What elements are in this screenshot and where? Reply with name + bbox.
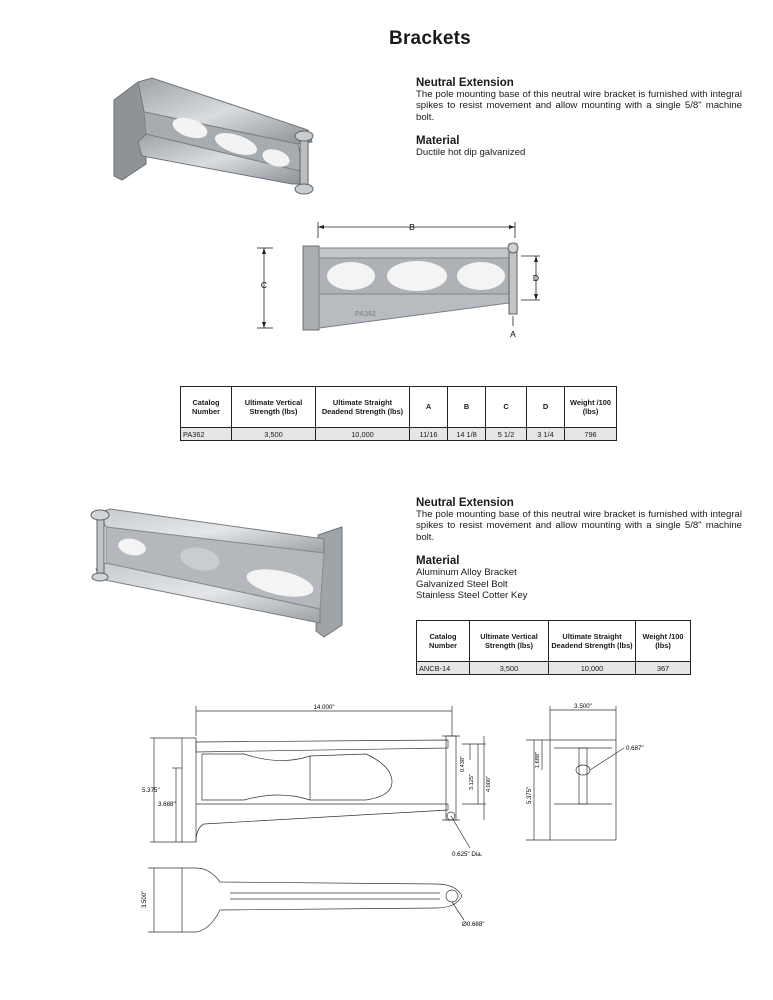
technical-drawing-plan-view (140, 860, 500, 940)
table2-header-weight: Weight /100 (lbs) (636, 621, 691, 662)
table1-header-b: B (448, 387, 486, 428)
section2-material-0: Aluminum Alloy Bracket (416, 567, 517, 579)
table1-header-a: A (410, 387, 448, 428)
dim-end-height: 5.375" (527, 786, 533, 804)
table2-header-deadend: Ultimate Straight Deadend Strength (lbs) (549, 621, 636, 662)
table2-cell: 3,500 (470, 662, 549, 675)
table1-header-vertical: Ultimate Vertical Strength (lbs) (232, 387, 316, 428)
section1-heading: Neutral Extension (416, 77, 514, 89)
table1-cell: 11/16 (410, 428, 448, 441)
table2-cell: 367 (636, 662, 691, 675)
table1-cell: 5 1/2 (486, 428, 527, 441)
section2-material-1: Galvanized Steel Bolt (416, 578, 508, 590)
dim-plan-width: 3.500" (142, 890, 148, 908)
table1-header-catalog: Catalog Number (181, 387, 232, 428)
table1-cell: 14 1/8 (448, 428, 486, 441)
table-row (181, 428, 617, 441)
section1-description: The pole mounting base of this neutral wire bracket is furnished with integral spikes to resist movement and allow mounting with a single 5/8" machine bolt. (416, 89, 742, 123)
bracket-photo-1 (108, 72, 330, 202)
section1-material-0: Ductile hot dip galvanized (416, 147, 526, 159)
section2-description: The pole mounting base of this neutral wire bracket is furnished with integral spikes to resist movement and allow mounting with a single 5/8" machine bolt. (416, 509, 742, 543)
dim-label-c: C (260, 280, 268, 290)
technical-drawing-end-view (520, 700, 680, 850)
table1-header-c: C (486, 387, 527, 428)
dim-label-d: D (532, 273, 540, 283)
section1-material-heading: Material (416, 135, 460, 148)
dim-end-hole: 0.687" (626, 745, 644, 752)
section2-heading: Neutral Extension (416, 497, 514, 509)
table2-cell: ANCB-14 (417, 662, 470, 675)
table1-cell: 3 1/4 (527, 428, 565, 441)
bracket-dimension-drawing-1 (255, 218, 555, 343)
dim-width-top: 3.500" (574, 703, 592, 710)
section2-material-heading: Material (416, 555, 460, 568)
technical-drawing-side-view (140, 700, 500, 860)
spec-table-2 (416, 620, 691, 675)
table-row (417, 662, 691, 675)
section2-material-2: Stainless Steel Cotter Key (416, 590, 528, 602)
page-title: Brackets (389, 28, 471, 49)
table2-header-catalog: Catalog Number (417, 621, 470, 662)
table1-cell: 10,000 (316, 428, 410, 441)
spec-table-1 (180, 386, 617, 441)
casting-mark: PA362 (355, 311, 376, 318)
dim-length: 14.000" (313, 704, 335, 711)
dim-d2: 3.125" (469, 774, 475, 790)
table1-cell: PA362 (181, 428, 232, 441)
dim-d1: 0.438" (460, 756, 466, 772)
table1-cell: 3,500 (232, 428, 316, 441)
table1-header-weight: Weight /100 (lbs) (565, 387, 617, 428)
dim-hole: 0.625" Dia. (452, 851, 483, 858)
dim-plan-hole: Ø0.688" (462, 921, 485, 928)
table1-header-d: D (527, 387, 565, 428)
bracket-photo-2 (80, 505, 348, 645)
dim-end-d1: 1.688" (535, 752, 541, 768)
dim-label-a: A (510, 329, 516, 339)
table1-header-deadend: Ultimate Straight Deadend Strength (lbs) (316, 387, 410, 428)
dim-height-total: 5.375" (142, 787, 160, 794)
table2-header-vertical: Ultimate Vertical Strength (lbs) (470, 621, 549, 662)
table1-cell: 796 (565, 428, 617, 441)
dim-label-b: B (409, 222, 415, 232)
table2-cell: 10,000 (549, 662, 636, 675)
dim-d3: 4.000" (486, 776, 492, 792)
dim-height-inner: 3.688" (158, 801, 176, 808)
